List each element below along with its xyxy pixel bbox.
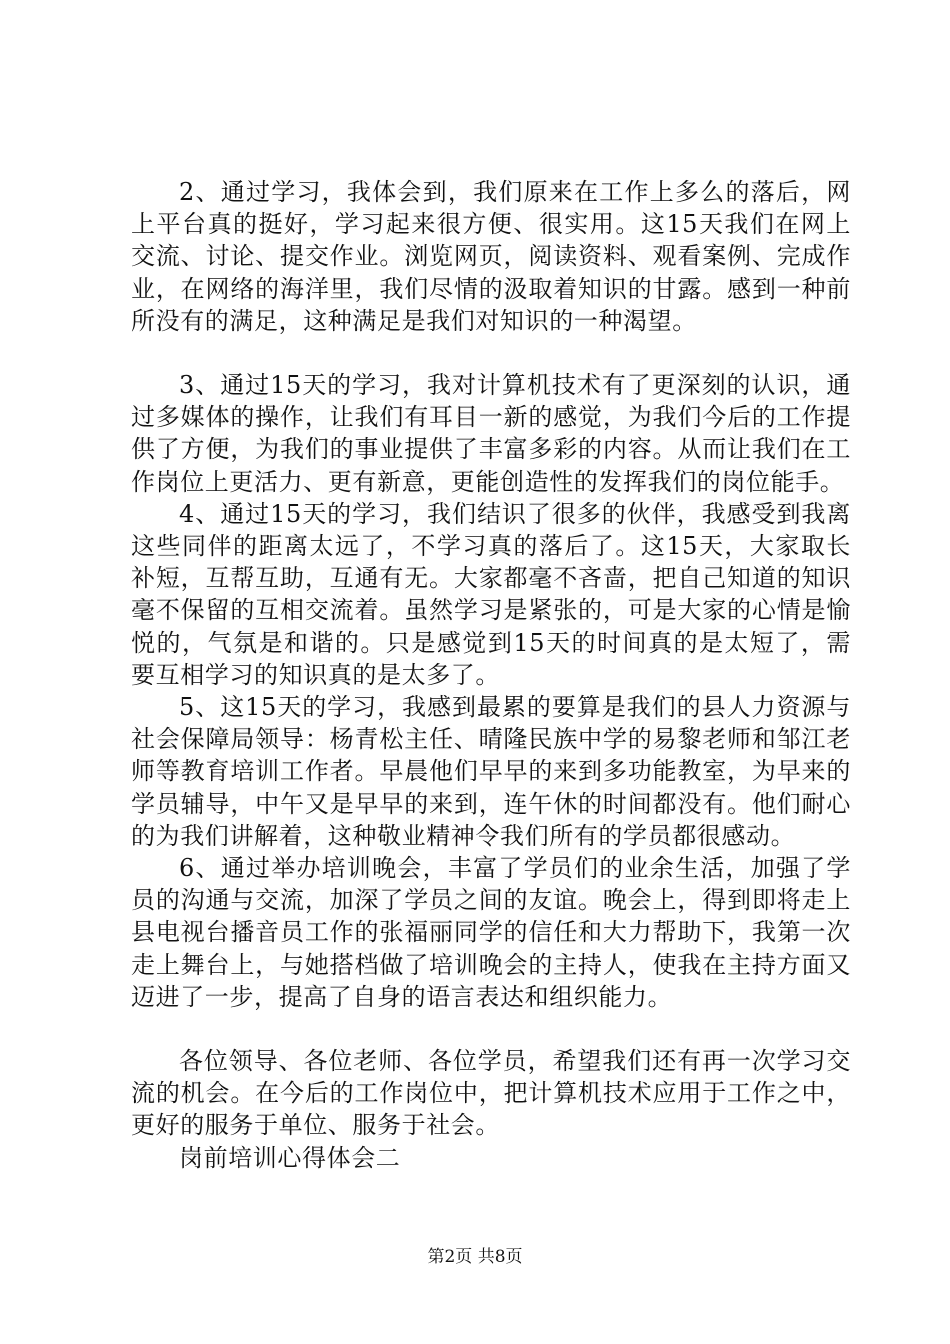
- paragraph-5: 5、这15天的学习，我感到最累的要算是我们的县人力资源与社会保障局领导：杨青松主任、晴隆民族中学的易黎老师和邹江老师等教育培训工作者。早晨他们早早的来到多功能教室，为早来的学员辅导，中午又是早早的来到，连午休的时间都没有。他们耐心的为我们讲解着，这种敬业精神令我们所有的学员都很感动。: [131, 693, 851, 850]
- page-footer: 第2页 共8页: [427, 1247, 523, 1267]
- paragraph-3: 3、通过15天的学习，我对计算机技术有了更深刻的认识，通过多媒体的操作，让我们有耳目一新的感觉，为我们今后的工作提供了方便，为我们的事业提供了丰富多彩的内容。从而让我们在工作岗位上更活力、更有新意，更能创造性的发挥我们的岗位能手。: [131, 371, 851, 496]
- section-heading: 岗前培训心得体会二: [179, 1143, 401, 1172]
- paragraph-2: 2、通过学习，我体会到，我们原来在工作上多么的落后，网上平台真的挺好，学习起来很方便、很实用。这15天我们在网上交流、讨论、提交作业。浏览网页，阅读资料、观看案例、完成作业，在网络的海洋里，我们尽情的汲取着知识的甘露。感到一种前所没有的满足，这种满足是我们对知识的一种渴望。: [131, 178, 851, 335]
- document-body: [131, 176, 851, 1174]
- paragraph-4: 4、通过15天的学习，我们结识了很多的伙伴，我感受到我离这些同伴的距离太远了，不学习真的落后了。这15天，大家取长补短，互帮互助，互通有无。大家都毫不吝啬，把自己知道的知识毫不保留的互相交流着。虽然学习是紧张的，可是大家的心情是愉悦的，气氛是和谐的。只是感觉到15天的时间真的是太短了，需要互相学习的知识真的是太多了。: [131, 499, 851, 689]
- paragraph-6: 6、通过举办培训晚会，丰富了学员们的业余生活，加强了学员的沟通与交流，加深了学员之间的友谊。晚会上，得到即将走上县电视台播音员工作的张福丽同学的信任和大力帮助下，我第一次走上舞台上，与她搭档做了培训晚会的主持人，使我在主持方面又迈进了一步，提高了自身的语言表达和组织能力。: [131, 854, 851, 1011]
- paragraph-closing: 各位领导、各位老师、各位学员，希望我们还有再一次学习交流的机会。在今后的工作岗位中，把计算机技术应用于工作之中，更好的服务于单位、服务于社会。: [131, 1047, 851, 1140]
